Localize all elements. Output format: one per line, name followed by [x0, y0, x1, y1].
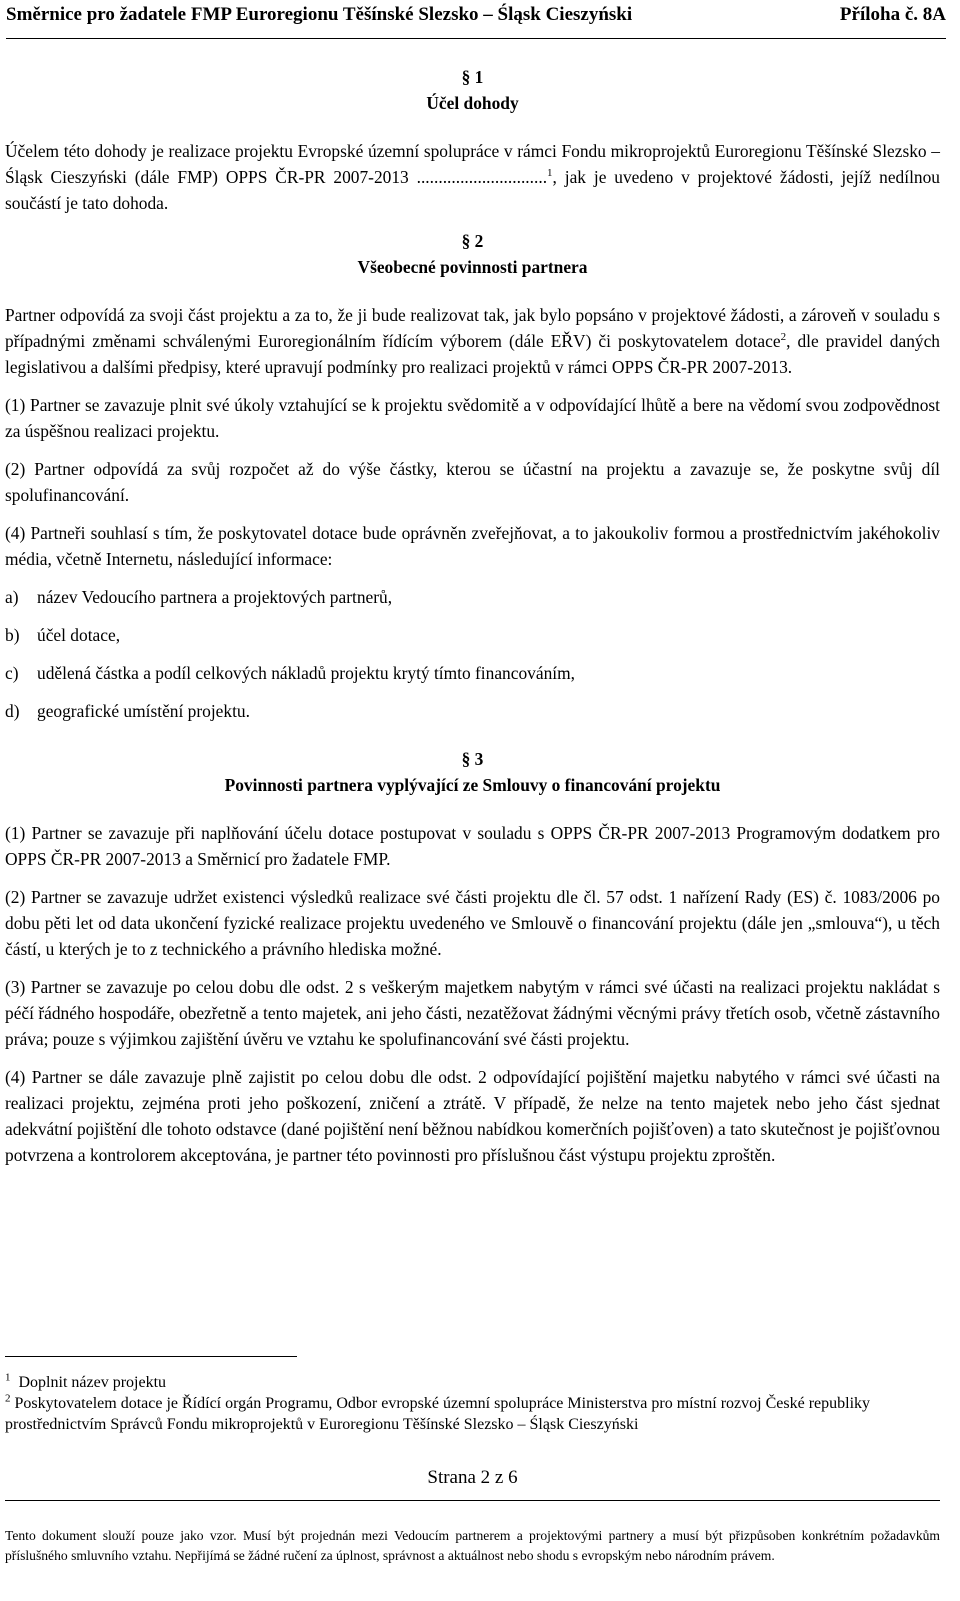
section-2-paragraph-1: (1) Partner se zavazuje plnit své úkoly vztahující se k projektu svědomitě a v odpovídající lhůtě a bere na vědomí svou zodpovědnost za úspěšnou realizaci projektu. [5, 395, 940, 441]
list-text: geografické umístění projektu. [37, 701, 250, 721]
list-text: udělená částka a podíl celkových nákladů projektu krytý tímto financováním, [37, 663, 575, 683]
list-item [5, 660, 940, 686]
list-letter: d) [5, 701, 20, 721]
paragraph-text: Účelem této dohody je realizace projektu Evropské územní spolupráce v rámci Fondu mikroprojektů Euroregionu Těšínské Slezsko – Śląsk Cieszyński (dále FMP) OPPS ČR-PR 2007-2013 .............................. [5, 141, 940, 187]
footnote [5, 1372, 940, 1393]
header-annex: Příloha č. 8A [839, 4, 946, 25]
list-item [5, 584, 940, 610]
footnote-number: 1 [5, 1371, 11, 1384]
section-number: § 3 [461, 749, 484, 769]
section-number: § 2 [461, 231, 484, 251]
footnote-number: 2 [5, 1392, 11, 1405]
paragraph-text: Partner odpovídá za svoji část projektu a za to, že ji bude realizovat tak, jak bylo popsáno v projektové žádosti, a zároveň v souladu s případnými změnami schválenými Euroregionálním řídícím výborem (dále EŘV) či poskytovatelem dotace [5, 305, 940, 351]
section-2-intro [5, 302, 940, 380]
list-letter: c) [5, 663, 19, 683]
section-2-heading [5, 228, 940, 280]
section-number: § 1 [461, 67, 484, 87]
list-item [5, 698, 940, 724]
section-3-paragraph-3: (3) Partner se zavazuje po celou dobu dle odst. 2 s veškerým majetkem nabytým v rámci své účasti na realizaci projektu nakládat s péčí řádného hospodáře, obezřetně a tento majetek, ani jeho části, nezatěžovat žádnými věcnými právy třetích osob, včetně zástavního práva; pouze s výjimkou zajištění úvěru ve vztahu ke spolufinancování své části projektu. [5, 977, 940, 1049]
footnote-ref: 1 [547, 167, 553, 180]
list-text: účel dotace, [37, 625, 121, 645]
section-title: Povinnosti partnera vyplývající ze Smlouvy o financování projektu [224, 775, 721, 795]
section-3-paragraph-4: (4) Partner se dále zavazuje plně zajistit po celou dobu dle odst. 2 odpovídající pojištění majetku nabytého v rámci své účasti na realizaci projektu, zejména proti jeho poškození, zničení a ztrátě. V případě, že nelze na tento majetek nebo jeho část sjednat adekvátní pojištění dle tohoto odstavce (dané pojištění není běžnou nabídkou komerčních pojišťoven) a tato skutečnost je pojišťovnou potvrzena a kontrolorem akceptována, je partner této povinnosti pro příslušnou část výstupu projektu zproštěn. [5, 1067, 940, 1165]
section-3-heading [5, 746, 940, 798]
footnote-text: Doplnit název projektu [18, 1374, 167, 1391]
document-body [5, 64, 940, 1168]
disclaimer: Tento dokument slouží pouze jako vzor. Musí být projednán mezi Vedoucím partnerem a projektovými partnery a musí být přizpůsoben konkrétním požadavkům příslušného smluvního vztahu. Nepřijímá se žádné ručení za úplnost, správnost a aktuálnost nebo shodu s evropským nebo národním právem. [5, 1528, 940, 1563]
disclaimer-divider [5, 1500, 940, 1501]
section-3-paragraph-1: (1) Partner se zavazuje při naplňování účelu dotace postupovat v souladu s OPPS ČR-PR 2007-2013 Programovým dodatkem pro OPPS ČR-PR 2007-2013 a Směrnicí pro žadatele FMP. [5, 823, 940, 869]
section-2-paragraph-4: (4) Partneři souhlasí s tím, že poskytovatel dotace bude oprávněn zveřejňovat, a to jakoukoliv formou a prostřednictvím jakéhokoliv média, včetně Internetu, následující informace: [5, 523, 940, 569]
section-2-paragraph-2: (2) Partner odpovídá za svůj rozpočet až do výše částky, kterou se účastní na projektu a zavazuje se, že poskytne svůj díl spolufinancování. [5, 459, 940, 505]
footnote [5, 1393, 940, 1435]
footnote-divider [5, 1356, 297, 1357]
paragraph-text: , dle pravidel daných legislativou a dalšími předpisy, které upravují podmínky pro realizaci projektů v rámci OPPS ČR-PR 2007-2013. [5, 331, 940, 377]
section-3-paragraph-2: (2) Partner se zavazuje udržet existenci výsledků realizace své části projektu dle čl. 57 odst. 1 nařízení Rady (ES) č. 1083/2006 po dobu pěti let od data ukončení fyzické realizace projektu uvedeného ve Smlouvě o financování projektu (dále jen „smlouva“), u těch částí, u kterých je to z technického a právního hlediska možné. [5, 887, 940, 959]
footnote-ref: 2 [780, 331, 787, 344]
section-1-heading [5, 64, 940, 116]
paragraph-text: , jak je uvedeno v projektové žádosti, jejíž nedílnou součástí je tato dohoda. [5, 167, 940, 213]
section-1-paragraph [5, 138, 940, 216]
page-number: Strana 2 z 6 [427, 1467, 518, 1488]
footnote-text: Poskytovatelem dotace je Řídící orgán Programu, Odbor evropské územní spolupráce Ministerstva pro místní rozvoj České republiky prostřednictvím Správců Fondu mikroprojektů v Euroregionu Těšínské Slezsko – Śląsk Cieszyński [5, 1395, 871, 1433]
list-item [5, 622, 940, 648]
header-title: Směrnice pro žadatele FMP Euroregionu Těšínské Slezsko – Śląsk Cieszyński [6, 4, 633, 25]
list-letter: b) [5, 625, 20, 645]
section-title: Účel dohody [426, 93, 519, 113]
section-title: Všeobecné povinnosti partnera [357, 257, 588, 277]
list-text: název Vedoucího partnera a projektových partnerů, [37, 587, 393, 607]
page-header [6, 4, 946, 39]
list-letter: a) [5, 587, 19, 607]
footnotes [5, 1372, 940, 1435]
